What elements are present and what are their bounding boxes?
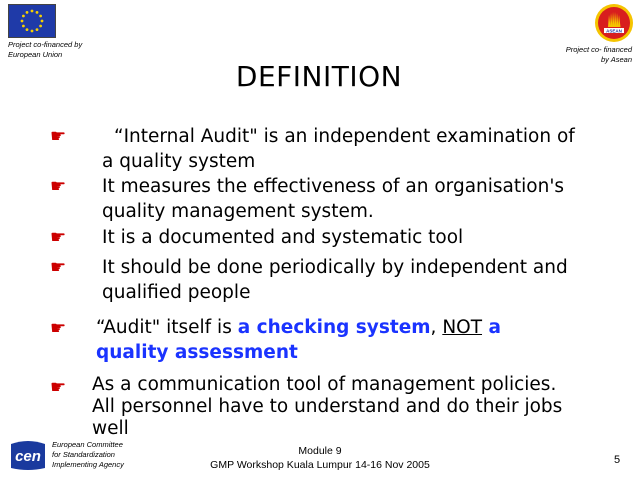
bullet-item-line: It measures the effectiveness of an organisation's bbox=[102, 176, 565, 197]
bullet-item-line: It is a documented and systematic tool bbox=[102, 227, 464, 248]
eu-caption-line2: European Union bbox=[8, 50, 63, 59]
eu-flag-logo bbox=[8, 4, 56, 38]
bullet-item-line bbox=[96, 315, 501, 340]
bullet-item-effectiveness bbox=[102, 174, 564, 224]
quality-assessment-highlight: quality assessment bbox=[96, 342, 298, 363]
bullet-item-audit-checking bbox=[96, 315, 501, 365]
pointing-hand-icon: ☛ bbox=[50, 227, 67, 248]
cen-logo bbox=[8, 438, 48, 472]
footer-workshop: GMP Workshop Kuala Lumpur 14-16 Nov 2005 bbox=[210, 459, 430, 471]
pointing-hand-icon: ☛ bbox=[50, 377, 67, 398]
bullet-item-line: As a communication tool of management policies. bbox=[92, 374, 557, 395]
bullet-item-line: All personnel have to understand and do their jobs bbox=[92, 396, 563, 417]
bullet-item-line: qualified people bbox=[102, 282, 251, 303]
page-number: 5 bbox=[614, 454, 621, 466]
asean-caption-line2: by Asean bbox=[601, 55, 632, 64]
audit-text-part: “Audit" itself is bbox=[96, 317, 238, 338]
asean-caption-line1: Project co- financed bbox=[565, 45, 632, 54]
not-underlined: NOT bbox=[442, 317, 483, 338]
slide-title: DEFINITION bbox=[235, 60, 403, 93]
bullet-item-line: well bbox=[92, 418, 129, 439]
pointing-hand-icon: ☛ bbox=[50, 176, 67, 197]
eu-cofinance-caption bbox=[8, 40, 82, 60]
bullet-item-periodically bbox=[102, 255, 568, 305]
footer-module: Module 9 bbox=[298, 445, 342, 457]
pointing-hand-icon: ☛ bbox=[50, 318, 67, 339]
bullet-item-internal-audit bbox=[102, 124, 575, 174]
bullet-item-line: a quality system bbox=[102, 151, 256, 172]
audit-text-part-a: a bbox=[482, 317, 501, 338]
cen-caption bbox=[52, 440, 124, 470]
asean-logo bbox=[594, 3, 634, 43]
checking-system-highlight: a checking system bbox=[237, 317, 431, 338]
bullet-item-documented-tool bbox=[102, 225, 463, 250]
bullet-item-communication-tool bbox=[92, 374, 562, 440]
cen-caption-line1: European Committee bbox=[52, 440, 123, 449]
cen-logo-text: cen bbox=[15, 448, 41, 465]
cen-caption-line2: for Standardization bbox=[52, 450, 115, 459]
pointing-hand-icon: ☛ bbox=[50, 257, 67, 278]
pointing-hand-icon: ☛ bbox=[50, 126, 67, 147]
footer-center bbox=[180, 444, 460, 472]
cen-caption-line3: Implementing Agency bbox=[52, 460, 124, 469]
asean-logo-text: ASEAN bbox=[606, 28, 622, 34]
bullet-item-line: It should be done periodically by independent and bbox=[102, 257, 568, 278]
bullet-item-line: quality management system. bbox=[102, 201, 374, 222]
audit-text-part: , bbox=[430, 317, 443, 338]
bullet-item-line: “Internal Audit" is an independent examination of bbox=[114, 126, 575, 147]
eu-caption-line1: Project co-financed by bbox=[8, 40, 83, 49]
